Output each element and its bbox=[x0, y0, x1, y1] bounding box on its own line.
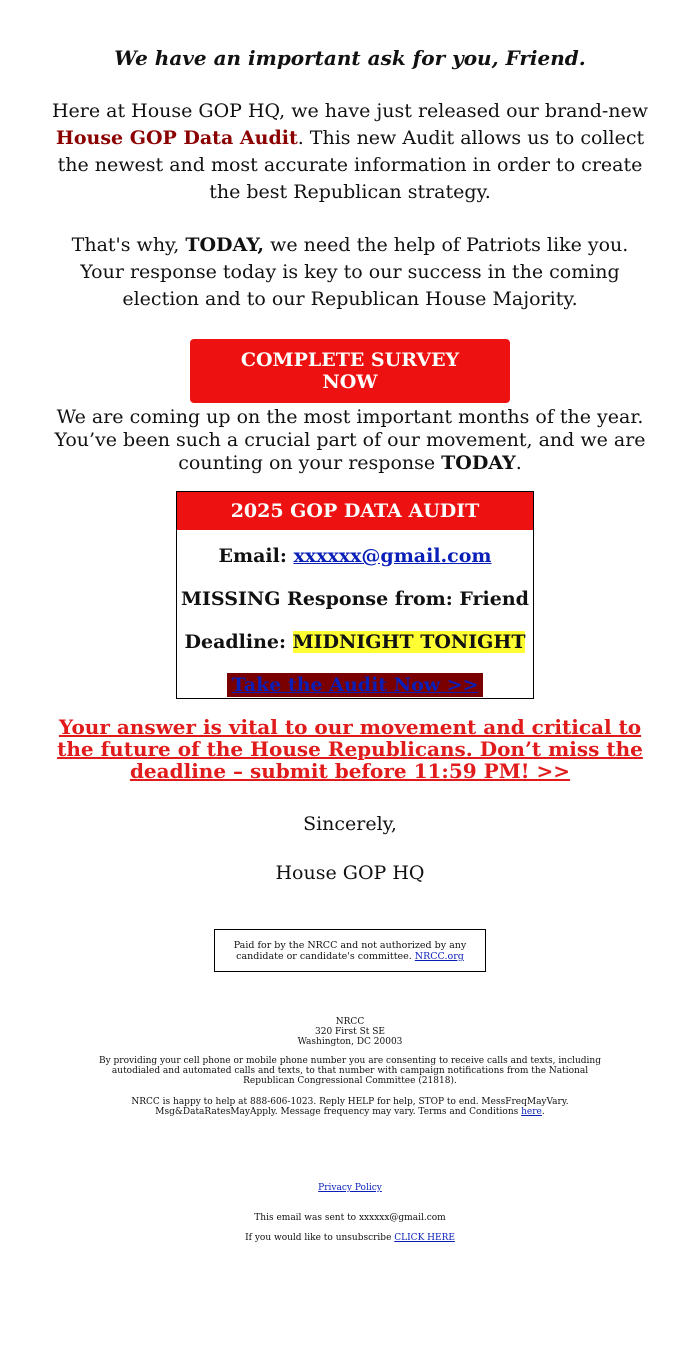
unsubscribe-link[interactable]: CLICK HERE bbox=[394, 1233, 455, 1243]
address-city: Washington, DC 20003 bbox=[297, 1037, 403, 1047]
p2-bold-today: TODAY, bbox=[185, 234, 265, 256]
privacy-row bbox=[0, 1183, 700, 1193]
help-text-end: . bbox=[541, 1107, 545, 1117]
unsubscribe-row bbox=[0, 1233, 700, 1243]
audit-email-row bbox=[177, 540, 533, 573]
audit-box-title: 2025 GOP DATA AUDIT bbox=[177, 492, 533, 530]
complete-survey-button[interactable]: COMPLETE SURVEY NOW bbox=[190, 339, 510, 403]
signoff: Sincerely, bbox=[303, 813, 397, 835]
privacy-policy-link[interactable]: Privacy Policy bbox=[318, 1183, 382, 1193]
p1-text-after: . This new Audit allows us to collect the newest and most accurate information in order to create the best Republican strategy. bbox=[57, 127, 645, 203]
p3-bold-today: TODAY bbox=[441, 452, 516, 474]
audit-deadline-label: Deadline: bbox=[184, 631, 293, 653]
terms-link[interactable]: here bbox=[521, 1107, 542, 1117]
p1-text-before: Here at House GOP HQ, we have just released our brand-new bbox=[51, 100, 649, 122]
cta-wrapper bbox=[0, 339, 700, 403]
help-text bbox=[90, 1097, 610, 1117]
vital-deadline-link[interactable]: Your answer is vital to our movement and critical to the future of the House Republicans. Don’t miss the deadline – submit before 11:59 PM! >> bbox=[57, 715, 643, 783]
audit-missing-response: MISSING Response from: Friend bbox=[181, 588, 529, 610]
p2-text-after: we need the help of Patriots like you. Your response today is key to our success in the coming election and to our Republican House Majority. bbox=[80, 234, 629, 310]
p2-text-before: That's why, bbox=[71, 234, 186, 256]
nrcc-org-link[interactable]: NRCC.org bbox=[414, 951, 464, 962]
paid-for-disclaimer bbox=[214, 929, 486, 972]
mailing-address bbox=[0, 1017, 700, 1047]
paragraph-patriots bbox=[50, 232, 650, 313]
help-text-body: NRCC is happy to help at 888-606-1023. Reply HELP for help, STOP to end. MessFreqMayVary. Msg&DataRatesMayApply. Message frequency may vary. Terms and Conditions bbox=[131, 1097, 569, 1117]
unsubscribe-text: If you would like to unsubscribe bbox=[245, 1233, 395, 1243]
intro-heading: We have an important ask for you, Friend. bbox=[114, 46, 586, 70]
paragraph-important-months bbox=[50, 406, 650, 475]
audit-button-row bbox=[177, 669, 533, 702]
address-street: 320 First St SE bbox=[315, 1027, 385, 1037]
audit-name-highlight: House GOP Data Audit bbox=[55, 127, 298, 149]
audit-email-label: Email: bbox=[218, 545, 294, 567]
signature: House GOP HQ bbox=[275, 862, 425, 884]
p3-text-before: We are coming up on the most important months of the year. You’ve been such a crucial part of our movement, and we are counting on your response bbox=[54, 406, 646, 474]
sent-to-text: This email was sent to xxxxxx@gmail.com bbox=[254, 1213, 446, 1223]
address-org: NRCC bbox=[335, 1017, 365, 1027]
audit-email-link[interactable]: xxxxxx@gmail.com bbox=[293, 545, 492, 567]
audit-deadline-row bbox=[177, 626, 533, 659]
audit-deadline-value: MIDNIGHT TONIGHT bbox=[292, 631, 526, 653]
paragraph-audit-release bbox=[50, 98, 650, 206]
paid-for-text: Paid for by the NRCC and not authorized by any candidate or candidate's committee. bbox=[233, 940, 467, 962]
take-audit-button[interactable]: Take the Audit Now >> bbox=[227, 673, 482, 697]
sms-consent-text: By providing your cell phone or mobile phone number you are consenting to receive calls and texts, including autodialed and automated calls and texts, to that number with campaign notifications from the National Republican Congressional Committee (21818). bbox=[98, 1056, 601, 1086]
audit-box bbox=[176, 491, 534, 699]
p3-text-after: . bbox=[515, 452, 522, 474]
